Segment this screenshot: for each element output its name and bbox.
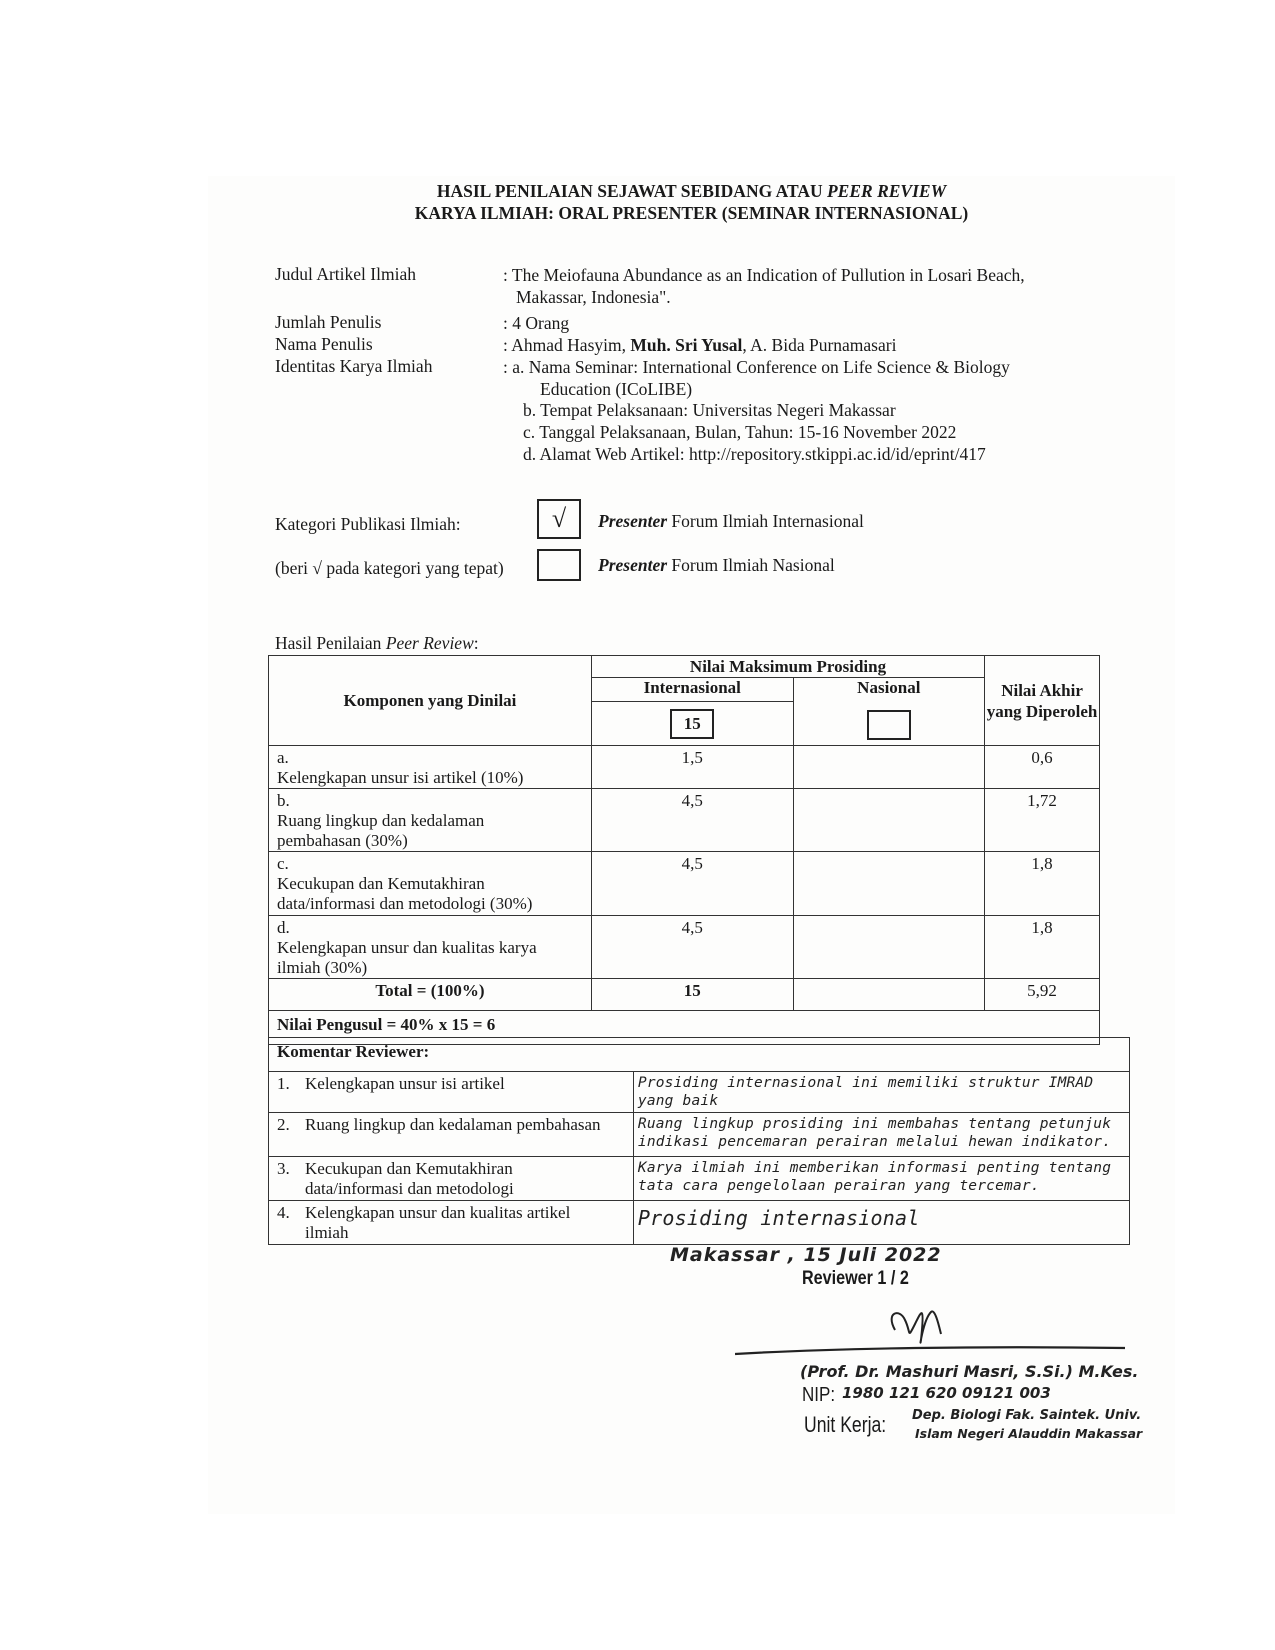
kategori-internasional-label: Presenter Forum Ilmiah Internasional — [598, 511, 864, 531]
reviewer-comments-table — [268, 1037, 1130, 1245]
col-internasional: Internasional — [591, 678, 793, 702]
comment-row: 4. Kelengkapan unsur dan kualitas artikel ilmiah Prosiding internasional — [269, 1201, 1130, 1245]
judul-label: Judul Artikel Ilmiah — [275, 264, 416, 284]
total-row: Total = (100%) 15 5,92 — [269, 979, 1100, 1011]
reviewer-name: (Prof. Dr. Mashuri Masri, S.Si.) M.Kes. — [800, 1362, 1139, 1381]
document-title-line2: KARYA ILMIAH: ORAL PRESENTER (SEMINAR INTERNASIONAL) — [414, 203, 969, 223]
table-row: c.Kecukupan dan Kemutakhiran data/informasi dan metodologi (30%) 4,5 1,8 — [269, 852, 1100, 916]
col-komponen: Komponen yang Dinilai — [269, 656, 592, 746]
identitas-d: d. Alamat Web Artikel: http://repository.stkippi.ac.id/id/eprint/417 — [523, 444, 986, 464]
table-row: b.Ruang lingkup dan kedalaman pembahasan (30%) 4,5 1,72 — [269, 789, 1100, 852]
identitas-label: Identitas Karya Ilmiah — [275, 356, 433, 376]
nama-value: : Ahmad Hasyim, Muh. Sri Yusal, A. Bida Purnamasari — [503, 335, 897, 355]
kategori-hint: (beri √ pada kategori yang tepat) — [275, 558, 504, 578]
handwritten-comment: Ruang lingkup prosiding ini membahas tentang petunjuk indikasi pencemaran perairan melalui hewan indikator. — [633, 1113, 1129, 1157]
comment-row: 3. Kecukupan dan Kemutakhiran data/informasi dan metodologi Karya ilmiah ini memberikan informasi penting tentang tata cara pengelolaan perairan yang tercemar. — [269, 1157, 1130, 1201]
unit-kerja-line2: Islam Negeri Alauddin Makassar — [915, 1426, 1143, 1441]
nama-label: Nama Penulis — [275, 334, 373, 354]
internasional-max-cell — [591, 702, 793, 746]
comment-row: 2. Ruang lingkup dan kedalaman pembahasan Ruang lingkup prosiding ini membahas tentang petunjuk indikasi pencemaran perairan melalui hewan indikator. — [269, 1113, 1130, 1157]
hasil-label: Hasil Penilaian Peer Review: — [275, 633, 479, 653]
judul-value: : The Meiofauna Abundance as an Indication of Pullution in Losari Beach, — [503, 265, 1025, 285]
col-nasional: Nasional — [793, 678, 985, 746]
table-row: d.Kelengkapan unsur dan kualitas karya ilmiah (30%) 4,5 1,8 — [269, 916, 1100, 979]
unit-kerja-label: Unit Kerja: — [804, 1412, 887, 1437]
col-nilai-maksimum: Nilai Maksimum Prosiding — [591, 656, 984, 678]
score-table — [268, 655, 1100, 1045]
nip-value: 1980 121 620 09121 003 — [842, 1384, 1051, 1402]
identitas-b: b. Tempat Pelaksanaan: Universitas Negeri Makassar — [523, 400, 896, 420]
identitas-a-cont: Education (ICoLIBE) — [540, 379, 693, 399]
document-title-line1: HASIL PENILAIAN SEJAWAT SEBIDANG ATAU PEER REVIEW — [436, 181, 947, 201]
jumlah-value: : 4 Orang — [503, 313, 570, 333]
table-row: a.Kelengkapan unsur isi artikel (10%) 1,5 0,6 — [269, 746, 1100, 789]
comment-row: 1. Kelengkapan unsur isi artikel Prosiding internasional ini memiliki struktur IMRAD yang baik — [269, 1072, 1130, 1113]
check-mark-icon: √ — [551, 504, 567, 533]
identitas-a: : a. Nama Seminar: International Conference on Life Science & Biology — [503, 357, 1010, 377]
nasional-max-box — [867, 710, 911, 740]
kategori-nasional-checkbox[interactable] — [537, 549, 581, 581]
col-nilai-akhir: Nilai Akhir yang Diperoleh — [985, 656, 1100, 746]
kategori-internasional-checkbox[interactable] — [537, 499, 581, 539]
identitas-c: c. Tanggal Pelaksanaan, Bulan, Tahun: 15-16 November 2022 — [523, 422, 957, 442]
handwritten-comment: Karya ilmiah ini memberikan informasi penting tentang tata cara pengelolaan perairan yang tercemar. — [633, 1157, 1129, 1201]
internasional-max-box: 15 — [670, 709, 714, 739]
reviewer-label: Reviewer 1 / 2 — [802, 1268, 909, 1289]
handwritten-comment: Prosiding internasional ini memiliki struktur IMRAD yang baik — [633, 1072, 1129, 1113]
signature-icon — [735, 1290, 1135, 1370]
unit-kerja-line1: Dep. Biologi Fak. Saintek. Univ. — [912, 1408, 1142, 1423]
judul-value-cont: Makassar, Indonesia". — [516, 287, 671, 307]
comments-title: Komentar Reviewer: — [269, 1038, 1130, 1072]
kategori-label: Kategori Publikasi Ilmiah: — [275, 514, 461, 534]
jumlah-label: Jumlah Penulis — [275, 312, 382, 332]
handwritten-comment: Prosiding internasional — [633, 1201, 1129, 1245]
kategori-nasional-label: Presenter Forum Ilmiah Nasional — [598, 555, 835, 575]
place-date: Makassar , 15 Juli 2022 — [670, 1244, 942, 1266]
nip-label: NIP: — [802, 1384, 836, 1406]
pengusul-row: Nilai Pengusul = 40% x 15 = 6 — [269, 1011, 1100, 1045]
